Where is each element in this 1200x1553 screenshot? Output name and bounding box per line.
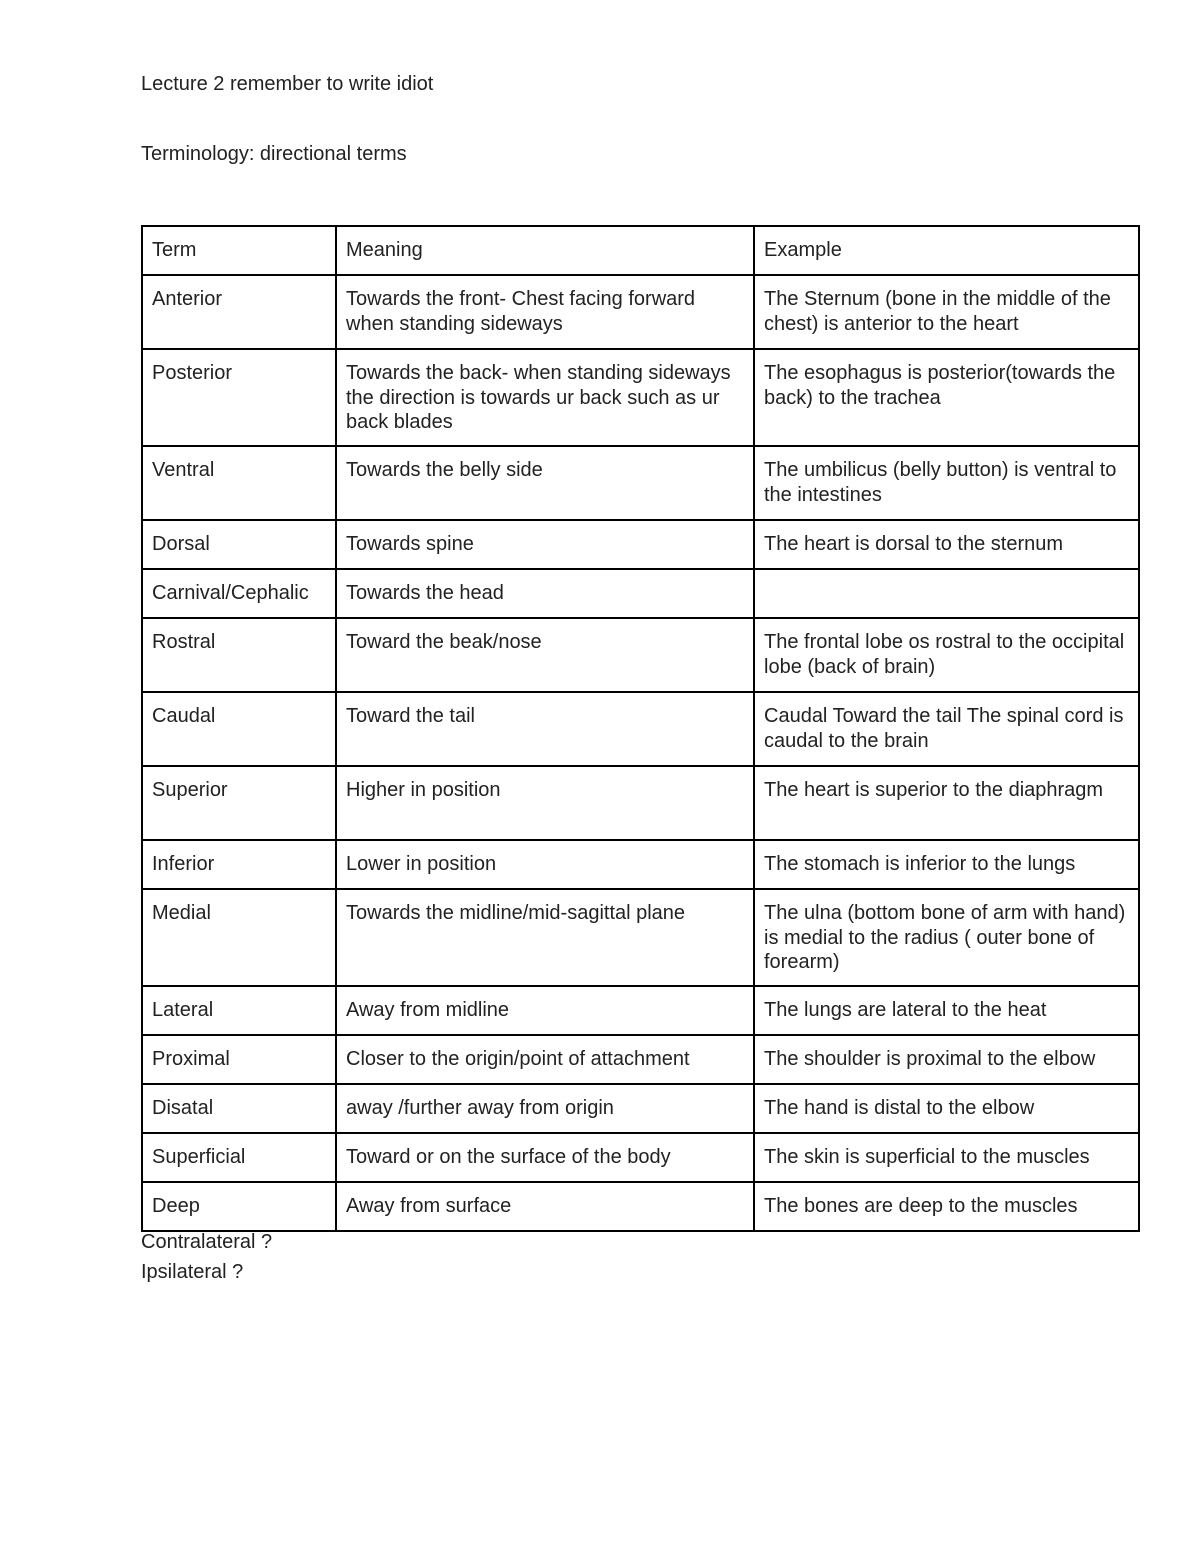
page-title: Lecture 2 remember to write idiot [141, 73, 434, 95]
term-cell: Posterior [142, 349, 336, 446]
table-row [142, 692, 1139, 766]
term-cell: Inferior [142, 840, 336, 889]
term-cell: Medial [142, 889, 336, 986]
example-cell: The heart is superior to the diaphragm [754, 766, 1139, 840]
term-cell: Caudal [142, 692, 336, 766]
table-header-row [142, 226, 1139, 275]
header-example: Example [754, 226, 1139, 275]
term-cell: Anterior [142, 275, 336, 349]
question-contralateral: Contralateral ? [141, 1231, 273, 1253]
directional-terms-table [141, 225, 1140, 1232]
example-cell: The ulna (bottom bone of arm with hand) is medial to the radius ( outer bone of forearm) [754, 889, 1139, 986]
example-cell: The hand is distal to the elbow [754, 1084, 1139, 1133]
term-cell: Superficial [142, 1133, 336, 1182]
table-row [142, 986, 1139, 1035]
example-cell: Caudal Toward the tail The spinal cord is caudal to the brain [754, 692, 1139, 766]
meaning-cell: Towards the belly side [336, 446, 754, 520]
meaning-cell: Toward the beak/nose [336, 618, 754, 692]
term-cell: Superior [142, 766, 336, 840]
meaning-cell: Towards spine [336, 520, 754, 569]
term-cell: Ventral [142, 446, 336, 520]
example-cell: The frontal lobe os rostral to the occipital lobe (back of brain) [754, 618, 1139, 692]
example-cell: The bones are deep to the muscles [754, 1182, 1139, 1231]
example-cell: The umbilicus (belly button) is ventral to the intestines [754, 446, 1139, 520]
table-row [142, 840, 1139, 889]
meaning-cell: Towards the head [336, 569, 754, 618]
table-row [142, 520, 1139, 569]
term-cell: Lateral [142, 986, 336, 1035]
example-cell: The lungs are lateral to the heat [754, 986, 1139, 1035]
meaning-cell: Closer to the origin/point of attachment [336, 1035, 754, 1084]
term-cell: Rostral [142, 618, 336, 692]
question-ipsilateral: Ipsilateral ? [141, 1261, 244, 1283]
example-cell: The heart is dorsal to the sternum [754, 520, 1139, 569]
table-row [142, 446, 1139, 520]
table-row [142, 275, 1139, 349]
term-cell: Disatal [142, 1084, 336, 1133]
meaning-cell: Away from surface [336, 1182, 754, 1231]
header-meaning: Meaning [336, 226, 754, 275]
term-cell: Dorsal [142, 520, 336, 569]
meaning-cell: Towards the front- Chest facing forward when standing sideways [336, 275, 754, 349]
example-cell: The shoulder is proximal to the elbow [754, 1035, 1139, 1084]
example-cell: The esophagus is posterior(towards the back) to the trachea [754, 349, 1139, 446]
meaning-cell: away /further away from origin [336, 1084, 754, 1133]
example-cell: The Sternum (bone in the middle of the chest) is anterior to the heart [754, 275, 1139, 349]
table-row [142, 766, 1139, 840]
meaning-cell: Toward the tail [336, 692, 754, 766]
term-cell: Carnival/Cephalic [142, 569, 336, 618]
example-cell: The skin is superficial to the muscles [754, 1133, 1139, 1182]
table-row [142, 349, 1139, 446]
example-cell [754, 569, 1139, 618]
table-row [142, 569, 1139, 618]
table-row [142, 1035, 1139, 1084]
table-row [142, 889, 1139, 986]
meaning-cell: Lower in position [336, 840, 754, 889]
meaning-cell: Away from midline [336, 986, 754, 1035]
meaning-cell: Higher in position [336, 766, 754, 840]
table-row [142, 1182, 1139, 1231]
meaning-cell: Toward or on the surface of the body [336, 1133, 754, 1182]
section-heading: Terminology: directional terms [141, 143, 407, 165]
meaning-cell: Towards the back- when standing sideways the direction is towards ur back such as ur back blades [336, 349, 754, 446]
term-cell: Deep [142, 1182, 336, 1231]
term-cell: Proximal [142, 1035, 336, 1084]
table-row [142, 1133, 1139, 1182]
header-term: Term [142, 226, 336, 275]
table-row [142, 1084, 1139, 1133]
meaning-cell: Towards the midline/mid-sagittal plane [336, 889, 754, 986]
table-row [142, 618, 1139, 692]
example-cell: The stomach is inferior to the lungs [754, 840, 1139, 889]
